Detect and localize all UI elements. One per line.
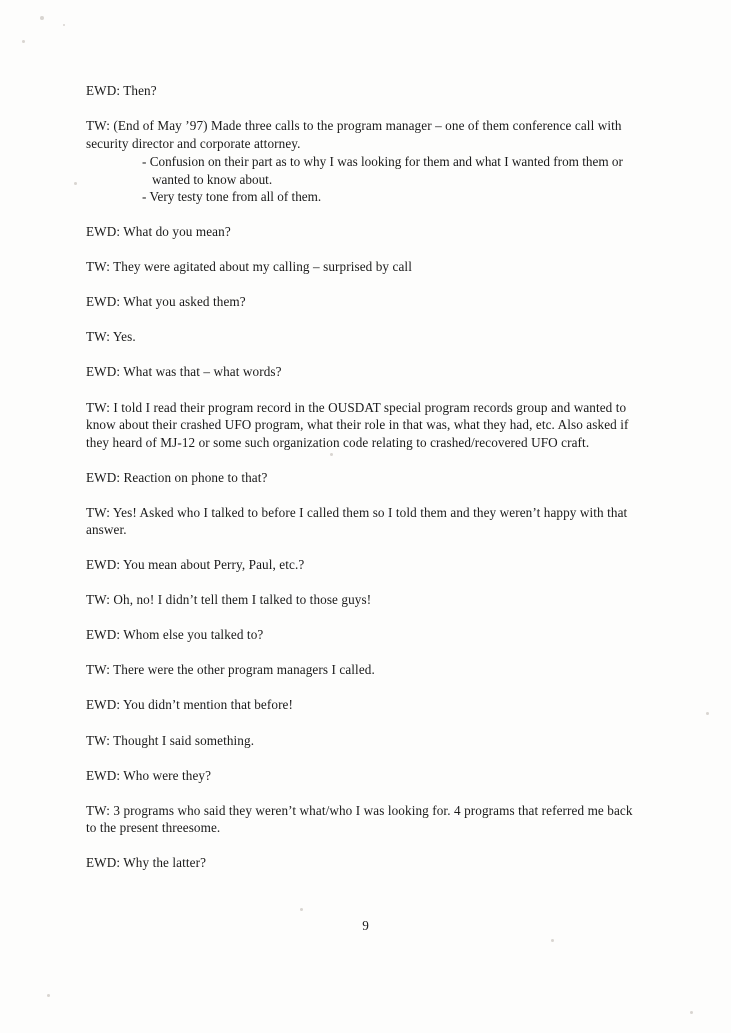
transcript-line: TW: Yes! Asked who I talked to before I called them so I told them and they weren’t happy with that answer.	[86, 504, 628, 538]
transcript-line: EWD: You mean about Perry, Paul, etc.?	[86, 557, 305, 573]
transcript-line: EWD: Then?	[86, 83, 157, 98]
transcript-line: EWD: Whom else you talked to?	[86, 627, 264, 643]
scan-speck	[47, 994, 50, 997]
scan-speck	[706, 712, 709, 715]
scan-speck	[690, 1011, 693, 1014]
transcript-subline: - Very testy tone from all of them.	[142, 189, 322, 205]
transcript-line: TW: Yes.	[86, 329, 136, 345]
scan-speck	[63, 24, 65, 26]
transcript-subline: - Confusion on their part as to why I was looking for them and what I wanted from them or wanted to know about.	[142, 154, 623, 187]
transcript-line: EWD: Why the latter?	[86, 855, 207, 871]
transcript-line: TW: 3 programs who said they weren’t what/who I was looking for. 4 programs that referred me back to the present threesome.	[86, 802, 633, 836]
transcript-line: EWD: Reaction on phone to that?	[86, 469, 268, 485]
page-number: 9	[362, 918, 369, 933]
scan-speck	[300, 908, 303, 911]
scan-speck	[74, 182, 77, 185]
transcript-line: TW: I told I read their program record in the OUSDAT special program records group and wanted to know about their crashed UFO program, what their role in that was, what they had, etc. Also asked if they heard of MJ-12 or some such organization code relating to crashed/recovered UFO craft.	[86, 399, 629, 450]
transcript-line: EWD: What do you mean?	[86, 224, 231, 240]
scan-speck	[551, 939, 554, 942]
scan-speck	[22, 40, 25, 43]
transcript-line: TW: There were the other program managers I called.	[86, 662, 375, 678]
transcript-line: EWD: What you asked them?	[86, 294, 246, 310]
transcript-line: TW: Thought I said something.	[86, 732, 255, 748]
transcript-line: TW: They were agitated about my calling – surprised by call	[86, 259, 412, 275]
transcript-body	[86, 82, 642, 889]
transcript-line: EWD: What was that – what words?	[86, 364, 282, 380]
transcript-line: EWD: You didn’t mention that before!	[86, 697, 293, 713]
transcript-line: TW: (End of May ’97) Made three calls to the program manager – one of them conference call with security director and corporate attorney.	[86, 118, 622, 151]
scan-speck	[40, 16, 44, 20]
transcript-line: TW: Oh, no! I didn’t tell them I talked to those guys!	[86, 592, 372, 608]
transcript-line: EWD: Who were they?	[86, 767, 212, 783]
